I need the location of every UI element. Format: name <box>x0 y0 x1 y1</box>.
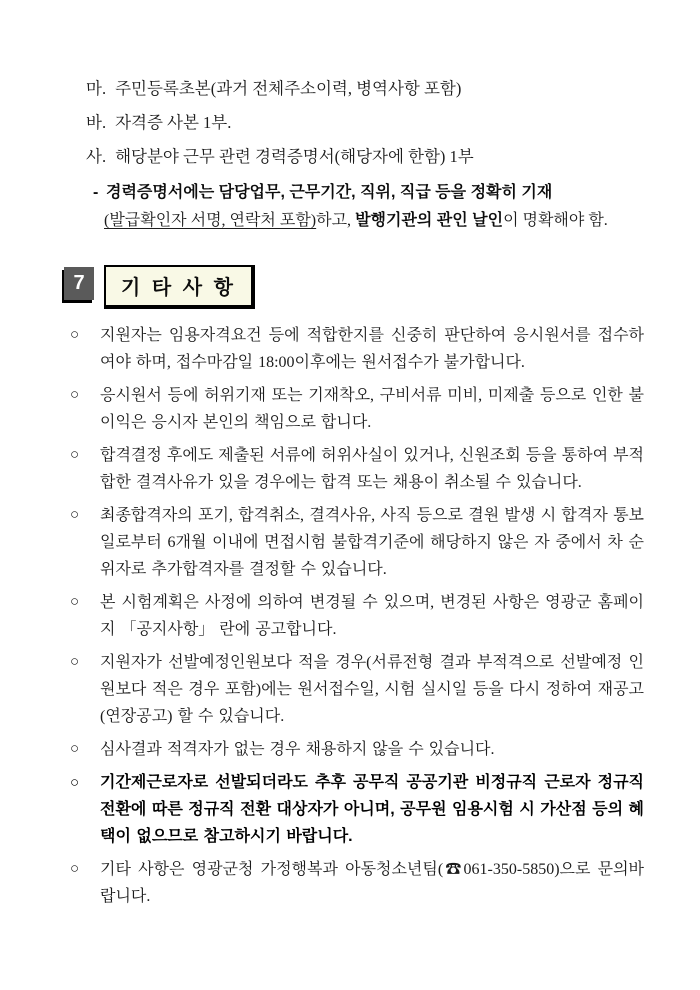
circle-bullet-icon: ○ <box>70 594 80 610</box>
list-item-text: 기간제근로자로 선발되더라도 추후 공무직 공공기관 비정규직 근로자 정규직 전환에 따른 정규직 전환 대상자가 아니며, 공무원 임용시험 시 가산점 등의 혜택이 없으므로 참고하시기 바랍니다. <box>100 774 644 845</box>
list-item-text: 본 시험계획은 사정에 의하여 변경될 수 있으며, 변경된 사항은 영광군 홈페이지 「공지사항」 란에 공고합니다. <box>100 594 644 638</box>
attachment-item <box>62 140 644 174</box>
section-number-badge: 7 <box>64 267 94 300</box>
circle-bullet-icon: ○ <box>70 327 80 343</box>
section-title: 기 타 사 항 <box>104 265 255 309</box>
section-header <box>64 265 644 309</box>
list-item <box>62 382 644 436</box>
attachment-note-plain-mid: 하고, <box>316 212 356 229</box>
notice-bullet-list <box>62 322 644 910</box>
contact-text-after: 061-350-5850)으로 문의바랍니다. <box>100 861 644 905</box>
list-item-text: 합격결정 후에도 제출된 서류에 허위사실이 있거나, 신원조회 등을 통하여 부적합한 결격사유가 있을 경우에는 합격 또는 채용이 취소될 수 있습니다. <box>100 447 644 491</box>
attachment-item-label: 사. <box>86 147 107 166</box>
attachment-item <box>62 106 644 140</box>
attachment-list <box>62 72 644 235</box>
list-item-text: 최종합격자의 포기, 합격취소, 결격사유, 사직 등으로 결원 발생 시 합격자 통보일로부터 6개월 이내에 면접시험 불합격기준에 해당하지 않은 자 중에서 차 순위자로 추가합격자를 결정할 수 있습니다. <box>100 507 644 578</box>
list-item-text: 심사결과 적격자가 없는 경우 채용하지 않을 수 있습니다. <box>100 741 495 758</box>
circle-bullet-icon: ○ <box>70 774 80 791</box>
list-item-text: 지원자는 임용자격요건 등에 적합한지를 신중히 판단하여 응시원서를 접수하여야 하며, 접수마감일 18:00이후에는 원서접수가 불가합니다. <box>100 327 644 371</box>
attachment-item-label: 마. <box>86 79 107 98</box>
list-item-contact <box>62 856 644 910</box>
list-item <box>62 442 644 496</box>
circle-bullet-icon: ○ <box>70 447 80 463</box>
attachment-note-line2 <box>62 207 644 235</box>
list-item <box>62 322 644 376</box>
list-item-text: 응시원서 등에 허위기재 또는 기재착오, 구비서류 미비, 미제출 등으로 인한 불이익은 응시자 본인의 책임으로 합니다. <box>100 387 644 431</box>
circle-bullet-icon: ○ <box>70 387 80 403</box>
dash-marker: - <box>93 184 99 201</box>
list-item-text: 지원자가 선발예정인원보다 적을 경우(서류전형 결과 부적격으로 선발예정 인원보다 적은 경우 포함)에는 원서접수일, 시험 실시일 등을 다시 정하여 재공고(연장공고) 할 수 있습니다. <box>100 654 644 725</box>
circle-bullet-icon: ○ <box>70 741 80 757</box>
list-item <box>62 589 644 643</box>
attachment-item-label: 바. <box>86 113 107 132</box>
list-item <box>62 649 644 730</box>
circle-bullet-icon: ○ <box>70 507 80 523</box>
contact-text-before: 기타 사항은 영광군청 가정행복과 아동청소년팀( <box>100 861 444 878</box>
list-item-emphasized <box>62 769 644 850</box>
phone-icon: ☎ <box>443 861 464 878</box>
attachment-item-text: 해당분야 근무 관련 경력증명서(해당자에 한함) 1부 <box>115 147 474 166</box>
attachment-item-text: 자격증 사본 1부. <box>115 113 232 132</box>
attachment-note-underlined: (발급확인자 서명, 연락처 포함) <box>104 212 317 229</box>
attachment-item <box>62 72 644 106</box>
list-item <box>62 736 644 763</box>
attachment-note-line1 <box>62 179 644 207</box>
list-item <box>62 502 644 583</box>
attachment-item-text: 주민등록초본(과거 전체주소이력, 병역사항 포함) <box>115 79 462 98</box>
attachment-note-bold-mid: 발행기관의 관인 날인 <box>355 212 504 229</box>
attachment-note-bold-lead: 경력증명서에는 담당업무, 근무기간, 직위, 직급 등을 정확히 기재 <box>106 184 553 201</box>
circle-bullet-icon: ○ <box>70 654 80 670</box>
circle-bullet-icon: ○ <box>70 861 80 877</box>
attachment-note-plain-tail: 이 명확해야 함. <box>503 212 608 229</box>
